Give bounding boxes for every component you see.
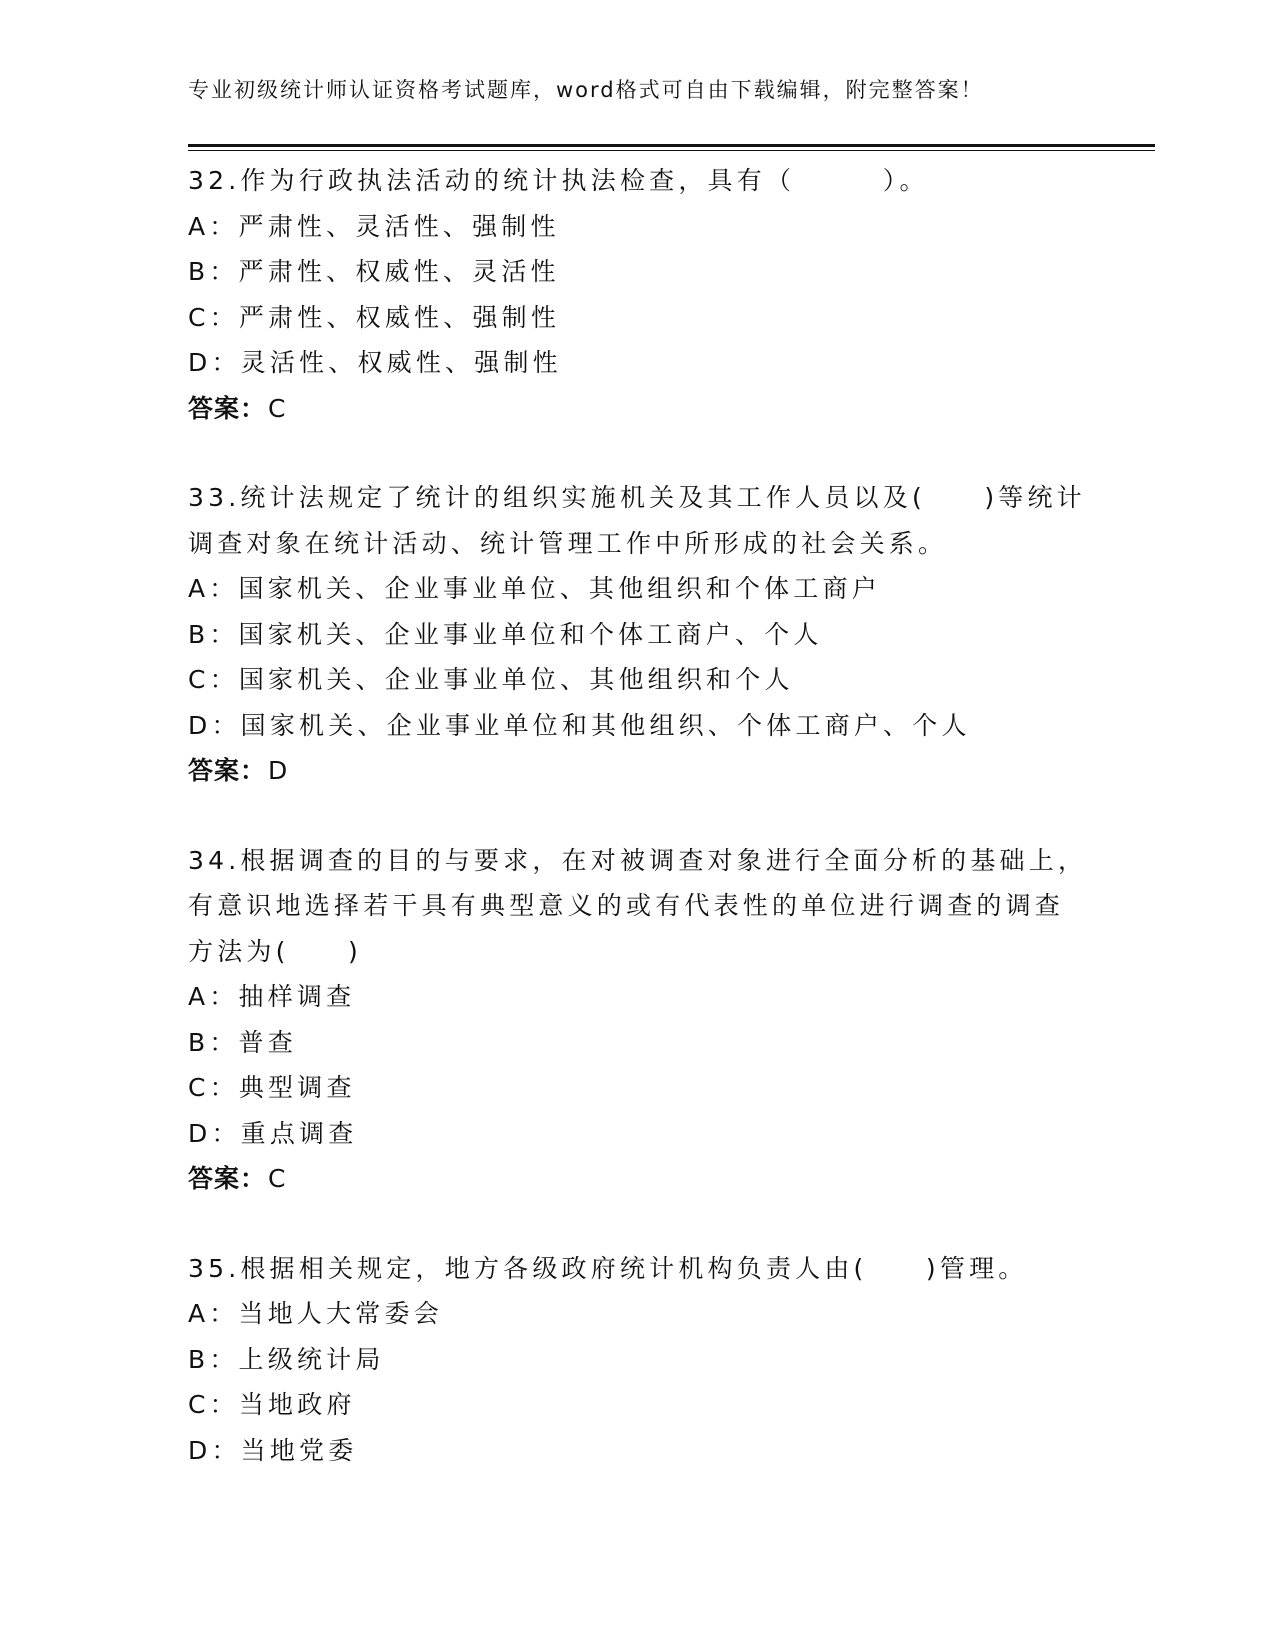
option-d: D：当地党委 <box>188 1435 358 1465</box>
question-stem: 35.根据相关规定，地方各级政府统计机构负责人由( )管理。 <box>188 1253 1028 1283</box>
option-c: C：国家机关、企业事业单位、其他组织和个人 <box>188 665 794 694</box>
question-35 <box>188 1246 1088 1474</box>
option-d: D：灵活性、权威性、强制性 <box>188 348 562 377</box>
question-stem-continued: 有意识地选择若干具有典型意义的或有代表性的单位进行调查的调查 <box>188 891 1065 920</box>
question-stem: 33.统计法规定了统计的组织实施机关及其工作人员以及( )等统计 <box>188 483 1086 512</box>
page-header: 专业初级统计师认证资格考试题库，word格式可自由下载编辑，附完整答案！ <box>188 78 984 102</box>
header-rule <box>188 144 1155 147</box>
question-32 <box>188 158 1088 431</box>
option-d: D：国家机关、企业事业单位和其他组织、个体工商户、个人 <box>188 710 971 740</box>
answer-value: C <box>268 393 287 423</box>
question-stem: 34.根据调查的目的与要求，在对被调查对象进行全面分析的基础上， <box>188 845 1088 875</box>
question-stem: 32.作为行政执法活动的统计执法检查，具有（ ）。 <box>188 166 929 195</box>
option-b: B：严肃性、权威性、灵活性 <box>188 257 560 286</box>
question-stem-continued: 调查对象在统计活动、统计管理工作中所形成的社会关系。 <box>188 528 948 558</box>
option-c: C：当地政府 <box>188 1390 356 1419</box>
answer-value: D <box>268 756 289 785</box>
header-rule-thin <box>188 150 1155 151</box>
question-stem-continued: 方法为( ) <box>188 936 362 966</box>
option-b: B：上级统计局 <box>188 1344 385 1374</box>
question-34 <box>188 838 1088 1202</box>
option-a: A：当地人大常委会 <box>188 1299 443 1328</box>
option-c: C：严肃性、权威性、强制性 <box>188 302 561 332</box>
option-b: B：普查 <box>188 1027 297 1057</box>
option-a: A：严肃性、灵活性、强制性 <box>188 211 560 241</box>
option-a: A：抽样调查 <box>188 982 356 1011</box>
answer-label: 答案： <box>188 393 267 423</box>
option-b: B：国家机关、企业事业单位和个体工商户、个人 <box>188 619 823 649</box>
question-list <box>188 158 1088 1517</box>
answer-value: C <box>268 1164 287 1193</box>
question-33 <box>188 475 1088 794</box>
answer-line <box>188 1156 1088 1202</box>
answer-line <box>188 748 1088 794</box>
answer-label: 答案： <box>188 1164 267 1193</box>
option-c: C：典型调查 <box>188 1073 356 1102</box>
option-d: D：重点调查 <box>188 1118 358 1148</box>
answer-line <box>188 386 1088 432</box>
option-a: A：国家机关、企业事业单位、其他组织和个体工商户 <box>188 574 881 603</box>
answer-label: 答案： <box>188 756 267 785</box>
